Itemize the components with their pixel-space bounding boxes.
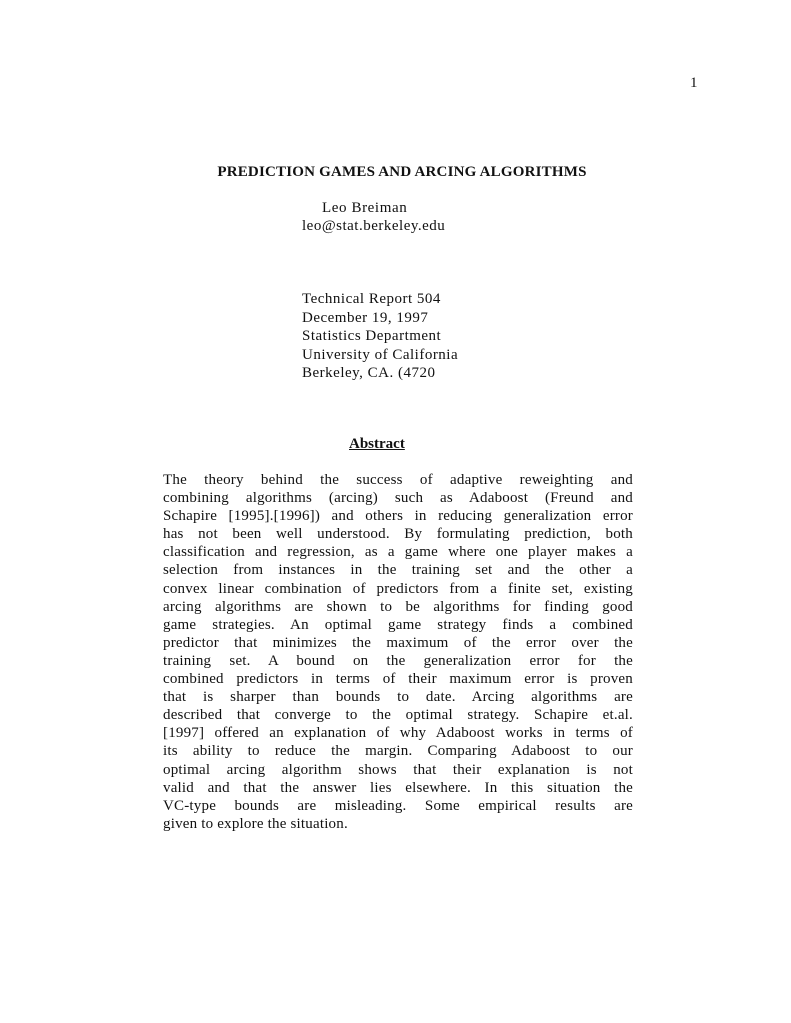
abstract-line: selection from instances in the training set and the other a xyxy=(163,562,633,579)
abstract-line: predictor that minimizes the maximum of the error over the xyxy=(163,634,633,651)
abstract-line: classification and regression, as a game where one player makes a xyxy=(163,544,633,561)
abstract-line: game strategies. An optimal game strategy finds a combined xyxy=(163,616,633,633)
abstract-line: optimal arcing algorithm shows that their explanation is not xyxy=(163,761,633,778)
paper-title: PREDICTION GAMES AND ARCING ALGORITHMS xyxy=(217,164,587,180)
abstract-line: training set. A bound on the generalization error for the xyxy=(163,652,633,669)
abstract-line: combining algorithms (arcing) such as Adaboost (Freund and xyxy=(163,490,633,507)
report-university: University of California xyxy=(302,346,459,363)
abstract-line: given to explore the situation. xyxy=(163,815,348,832)
report-info xyxy=(302,290,458,383)
abstract-line: The theory behind the success of adaptive reweighting and xyxy=(163,472,633,488)
abstract-line: valid and that the answer lies elsewhere. In this situation the xyxy=(163,779,633,796)
abstract-line: convex linear combination of predictors from a finite set, existing xyxy=(163,580,633,597)
abstract-body xyxy=(163,471,633,833)
abstract-line: its ability to reduce the margin. Comparing Adaboost to our xyxy=(163,743,633,760)
abstract-line: has not been well understood. By formulating prediction, both xyxy=(163,526,633,543)
report-address: Berkeley, CA. (4720 xyxy=(302,365,436,381)
abstract-line: VC-type bounds are misleading. Some empirical results are xyxy=(163,797,633,814)
abstract-line: that is sharper than bounds to date. Arcing algorithms are xyxy=(163,689,633,706)
abstract-line: described that converge to the optimal strategy. Schapire et.al. xyxy=(163,707,633,724)
report-department: Statistics Department xyxy=(302,328,442,344)
author-email: leo@stat.berkeley.edu xyxy=(302,218,446,234)
abstract-line: combined predictors in terms of their maximum error is proven xyxy=(163,671,633,688)
abstract-heading: Abstract xyxy=(349,436,405,452)
abstract-line: [1997] offered an explanation of why Adaboost works in terms of xyxy=(163,725,633,742)
page-number: 1 xyxy=(690,75,698,91)
abstract-line: Schapire [1995].[1996]) and others in reducing generalization error xyxy=(163,508,633,525)
abstract-line: arcing algorithms are shown to be algorithms for finding good xyxy=(163,598,633,615)
report-date: December 19, 1997 xyxy=(302,309,429,326)
author-name: Leo Breiman xyxy=(322,200,408,216)
report-number: Technical Report 504 xyxy=(302,291,441,307)
